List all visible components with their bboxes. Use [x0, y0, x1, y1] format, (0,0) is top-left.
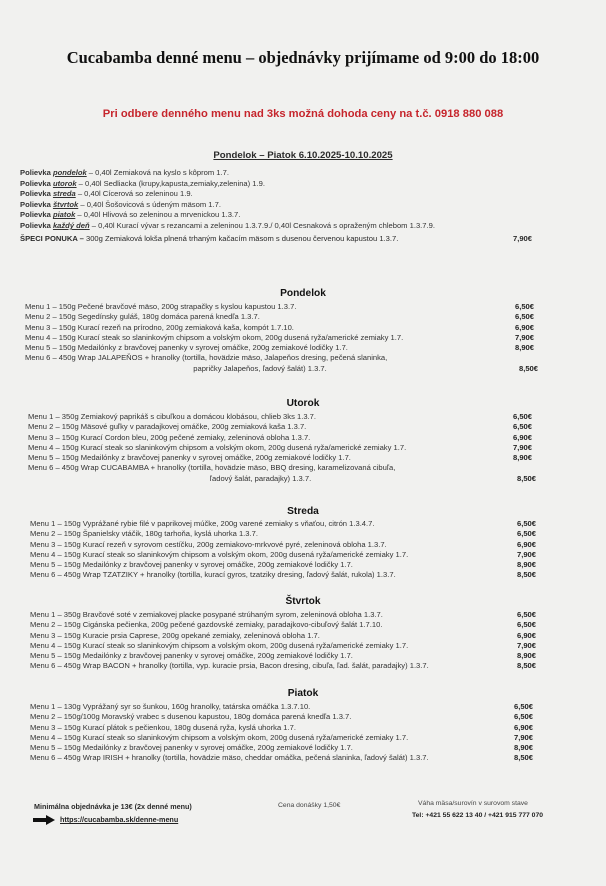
menu-item-price: 8,90€ — [514, 743, 534, 753]
soup-list — [20, 168, 580, 244]
menu-item — [30, 661, 537, 671]
menu-item — [28, 432, 533, 443]
soup-text: – 0,40l Zemiaková na kyslo s kôprom 1.7. — [86, 168, 229, 177]
menu-item-price: 8,90€ — [517, 560, 537, 570]
menu-item-text: Menu 5 – 150g Medailónky z bravčovej panenky v syrovej omáčke, 200g zemiakové lodičky 1.7. — [30, 560, 353, 570]
day-menu-list — [28, 412, 537, 484]
menu-item — [30, 753, 534, 763]
menu-item-text: Menu 5 – 150g Medailónky z bravčovej panenky v syrovej omáčke, 200g zemiakové lodičky 1.7. — [30, 651, 353, 661]
menu-item-text: Menu 2 – 150g Mäsové guľky v paradajkovej omáčke, 200g zemiaková kaša 1.3.7. — [28, 422, 307, 432]
menu-item-price: 6,50€ — [513, 412, 533, 421]
menu-item-price: 6,50€ — [517, 529, 537, 539]
special-offer-text: 300g Zemiaková lokša plnená trhaným kačacím mäsom s dusenou červenou kapustou 1.3.7. — [83, 233, 399, 243]
soup-label: Polievka — [20, 189, 53, 199]
day-title: Piatok — [287, 688, 319, 699]
menu-item — [30, 640, 537, 651]
menu-item — [25, 302, 535, 312]
menu-item-text: Menu 3 – 150g Kuracie prsia Caprese, 200g opekané zemiaky, zeleninová obloha 1.7. — [30, 630, 320, 640]
menu-item-price: 6,50€ — [515, 302, 535, 311]
soup-day: pondelok — [52, 168, 87, 177]
soup-row — [20, 168, 580, 179]
menu-item — [30, 732, 534, 743]
soup-row — [20, 221, 580, 232]
menu-item — [30, 549, 537, 560]
menu-item-text: Menu 6 – 450g Wrap BACON + hranolky (tortilla, vyp. kuracie prsia, Bacon dresing, cibuľa, ľad. šalát, paradajky) 1.3.7. — [30, 661, 429, 671]
menu-item — [25, 332, 535, 343]
menu-item-price: 6,90€ — [517, 539, 537, 549]
menu-item-text: Menu 5 – 150g Medailónky z bravčovej panenky v syrovej omáčke, 200g zemiakové lodičky 1.7. — [30, 743, 353, 753]
special-offer-label: ŠPECI PONUKA – — [20, 233, 84, 243]
soup-row — [20, 210, 580, 221]
menu-item — [30, 529, 537, 539]
soup-row — [20, 179, 580, 190]
menu-item-continuation — [28, 473, 537, 484]
menu-item-text: Menu 2 – 150g/100g Moravský vrabec s dusenou kapustou, 180g domáca parená knedľa 1.3.7. — [30, 712, 352, 722]
menu-item-price: 8,90€ — [515, 343, 535, 353]
menu-item-text: Menu 2 – 150g Segedínsky guláš, 180g domáca parená knedľa 1.3.7. — [25, 312, 260, 322]
soup-row — [20, 200, 580, 211]
day-title: Utorok — [286, 398, 320, 409]
soup-day: piatok — [52, 210, 76, 220]
soup-text: – 0,40l Hlivová so zeleninou a mrvenickou 1.3.7. — [75, 210, 241, 220]
menu-item-text: Menu 5 – 150g Medailónky z bravčovej panenky v syrovej omáčke, 200g zemiakové lodičky 1.7. — [25, 343, 348, 353]
menu-item-price: 8,90€ — [513, 453, 533, 463]
menu-item-text: Menu 3 – 150g Kurací rezeň v syrovom cestíčku, 200g zemiakovo-mrkvové pyré, zeleninová obloha 1.3.7. — [30, 539, 387, 549]
menu-item-price: 8,50€ — [517, 473, 537, 483]
daily-menu-link[interactable]: https://cucabamba.sk/denne-menu — [60, 815, 179, 824]
menu-item-text: Menu 6 – 450g Wrap TZATZIKY + hranolky (tortilla, kurací gyros, tzatziky dresing, ľadový šalát, rukola) 1.3.7. — [30, 570, 396, 580]
menu-item — [30, 570, 537, 580]
soup-label: Polievka — [20, 178, 53, 188]
soup-label: Polievka — [20, 199, 53, 209]
menu-item-text: Menu 3 – 150g Kurací plátok s pečienkou, 180g dusená ryža, kyslá uhorka 1.7. — [30, 722, 296, 732]
menu-item-price: 6,90€ — [514, 722, 534, 732]
menu-item-continuation — [25, 363, 539, 374]
menu-item-price: 6,50€ — [515, 312, 535, 322]
menu-item-price: 8,90€ — [517, 651, 537, 661]
soup-text: – 0,40l Sedliacka (krupy,kapusta,zemiaky,zelenina) 1.9. — [76, 178, 265, 188]
soup-label: Polievka — [20, 220, 53, 230]
menu-item-price: 8,50€ — [517, 570, 537, 580]
minimum-order: Minimálna objednávka je 13€ (2x denné menu) — [34, 802, 192, 811]
delivery-price: Cena donášky 1,50€ — [278, 802, 341, 809]
menu-item-text: Menu 2 – 150g Španielsky vtáčik, 180g tarhoňa, kyslá uhorka 1.3.7. — [30, 529, 258, 539]
menu-item — [30, 712, 534, 722]
menu-item — [30, 702, 534, 712]
menu-item-price: 7,90€ — [513, 442, 533, 452]
menu-item-price: 6,90€ — [513, 432, 533, 442]
menu-item — [30, 610, 537, 620]
menu-item-text: Menu 1 – 150g Pečené bravčové mäso, 200g strapačky s kyslou kapustou 1.3.7. — [25, 302, 297, 311]
menu-item — [25, 353, 495, 363]
menu-item — [30, 620, 537, 630]
footer — [0, 802, 606, 842]
menu-item-text: Menu 6 – 450g Wrap JALAPEŇOS + hranolky (tortilla, hovädzie mäso, Jalapeňos dresing, pečená slaninka, — [25, 353, 388, 363]
day-title: Streda — [287, 506, 319, 517]
menu-item — [30, 630, 537, 641]
menu-item-text: Menu 2 – 150g Cigánska pečienka, 200g pečené gazdovské zemiaky, paradajkovo-cibuľový šalát 1.7.10. — [30, 620, 383, 630]
menu-item-price: 7,90€ — [515, 332, 535, 342]
day-menu-list — [30, 702, 534, 764]
menu-item-price: 6,90€ — [515, 322, 535, 332]
menu-item — [30, 539, 537, 550]
menu-item-price: 6,50€ — [517, 620, 537, 630]
menu-item — [28, 412, 533, 422]
bulk-order-notice: Pri odbere denného menu nad 3ks možná dohoda ceny na t.č. 0918 880 088 — [102, 108, 504, 120]
menu-item-text: Menu 3 – 150g Kurací Cordon bleu, 200g pečené zemiaky, zeleninová obloha 1.3.7. — [28, 432, 311, 442]
page-title: Cucabamba denné menu – objednávky prijímame od 9:00 do 18:00 — [66, 48, 540, 67]
menu-item-price: 6,50€ — [514, 702, 534, 711]
week-range: Pondelok – Piatok 6.10.2025-10.10.2025 — [213, 150, 393, 161]
menu-item-price: 8,50€ — [517, 661, 537, 671]
menu-item — [28, 453, 533, 463]
menu-item-text: Menu 4 – 150g Kurací steak so slaninkovým chipsom a volským okom, 200g dusená ryža/americké zemiaky 1.7. — [25, 332, 404, 342]
phone-numbers: Tel: +421 55 622 13 40 / +421 915 777 070 — [412, 812, 544, 819]
menu-item-price: 8,50€ — [519, 363, 539, 373]
menu-item-text-cont: ľadový šalát, paradajky) 1.3.7. — [209, 473, 312, 483]
menu-item-price: 6,50€ — [513, 422, 533, 432]
soup-day: štvrtok — [52, 199, 79, 209]
menu-item — [30, 651, 537, 661]
menu-item — [25, 322, 535, 333]
soup-day: streda — [52, 189, 76, 199]
day-menu-list — [25, 302, 539, 374]
menu-item — [28, 442, 533, 453]
menu-item — [30, 519, 537, 529]
weight-note: Váha mäsa/surovín v surovom stave — [418, 800, 528, 807]
menu-item — [30, 722, 534, 733]
menu-item-text: Menu 4 – 150g Kurací steak so slaninkovým chipsom a volským okom, 200g dusená ryža/americké zemiaky 1.7. — [30, 732, 409, 742]
soup-text: – 0,40l Kurací vývar s rezancami a zeleninou 1.3.7.9./ 0,40l Cesnaková s opraženým chlebom 1.3.7.9. — [89, 220, 435, 230]
soup-text: – 0,40l Šošovicová s údeným mäsom 1.7. — [78, 199, 221, 209]
day-title: Štvrtok — [285, 596, 321, 607]
menu-item-price: 6,50€ — [514, 712, 534, 722]
menu-item-text: Menu 5 – 150g Medailónky z bravčovej panenky v syrovej omáčke, 200g zemiakové lodičky 1.7. — [28, 453, 351, 463]
menu-item-text: Menu 1 – 350g Zemiakový paprikáš s cibuľkou a domácou klobásou, chlieb 3ks 1.3.7. — [28, 412, 316, 421]
menu-item-price: 6,50€ — [517, 610, 537, 619]
menu-item-text: Menu 4 – 150g Kurací steak so slaninkovým chipsom a volským okom, 200g dusená ryža/americké zemiaky 1.7. — [28, 442, 407, 452]
special-offer-price: 7,90€ — [513, 233, 533, 243]
menu-item-text: Menu 4 – 150g Kurací steak so slaninkovým chipsom a volským okom, 200g dusená ryža/americké zemiaky 1.7. — [30, 549, 409, 559]
menu-item-text: Menu 1 – 130g Vyprážaný syr so šunkou, 160g hranolky, tatárska omáčka 1.3.7.10. — [30, 702, 311, 711]
soup-day: každý deň — [52, 220, 90, 230]
menu-item-price: 7,90€ — [517, 640, 537, 650]
special-offer — [20, 233, 580, 244]
day-title: Pondelok — [280, 288, 326, 299]
day-menu-list — [30, 519, 537, 581]
menu-item — [30, 560, 537, 570]
menu-item-text: Menu 1 – 350g Bravčové soté v zemiakovej placke posypané strúhaným syrom, zeleninová obloha 1.3.7. — [30, 610, 383, 619]
menu-item — [28, 422, 533, 432]
menu-item-text: Menu 6 – 450g Wrap IRISH + hranolky (tortilla, hovädzie mäso, cheddar omáčka, pečená slaninka, ľadový šalát) 1.3.7. — [30, 753, 429, 763]
menu-item-price: 7,90€ — [517, 549, 537, 559]
menu-item-price: 6,90€ — [517, 630, 537, 640]
soup-row — [20, 189, 580, 200]
day-menu-list — [30, 610, 537, 672]
menu-item — [28, 463, 493, 473]
menu-item-text: Menu 6 – 450g Wrap CUCABAMBA + hranolky (tortilla, hovädzie mäso, BBQ dresing, karamelizovaná cibuľa, — [28, 463, 396, 473]
menu-item-text: Menu 3 – 150g Kurací rezeň na prírodno, 200g zemiaková kaša, kompót 1.7.10. — [25, 322, 294, 332]
menu-item — [25, 312, 535, 322]
menu-item-price: 7,90€ — [514, 732, 534, 742]
menu-item-text: Menu 1 – 150g Vyprážané rybie filé v paprikovej múčke, 200g varené zemiaky s vňaťou, citrón 1.3.4.7. — [30, 519, 375, 528]
menu-item — [25, 343, 535, 353]
soup-label: Polievka — [20, 168, 53, 177]
menu-item — [30, 743, 534, 753]
soup-label: Polievka — [20, 210, 53, 220]
menu-item-text: Menu 4 – 150g Kurací steak so slaninkovým chipsom a volským okom, 200g dusená ryža/americké zemiaky 1.7. — [30, 640, 409, 650]
menu-item-text-cont: papričky Jalapeňos, ľadový šalát) 1.3.7. — [193, 363, 327, 373]
soup-text: – 0,40l Cícerová so zeleninou 1.9. — [75, 189, 193, 199]
menu-item-price: 6,50€ — [517, 519, 537, 528]
soup-day: utorok — [52, 178, 77, 188]
arrow-right-icon — [33, 815, 55, 825]
menu-item-price: 8,50€ — [514, 753, 534, 763]
